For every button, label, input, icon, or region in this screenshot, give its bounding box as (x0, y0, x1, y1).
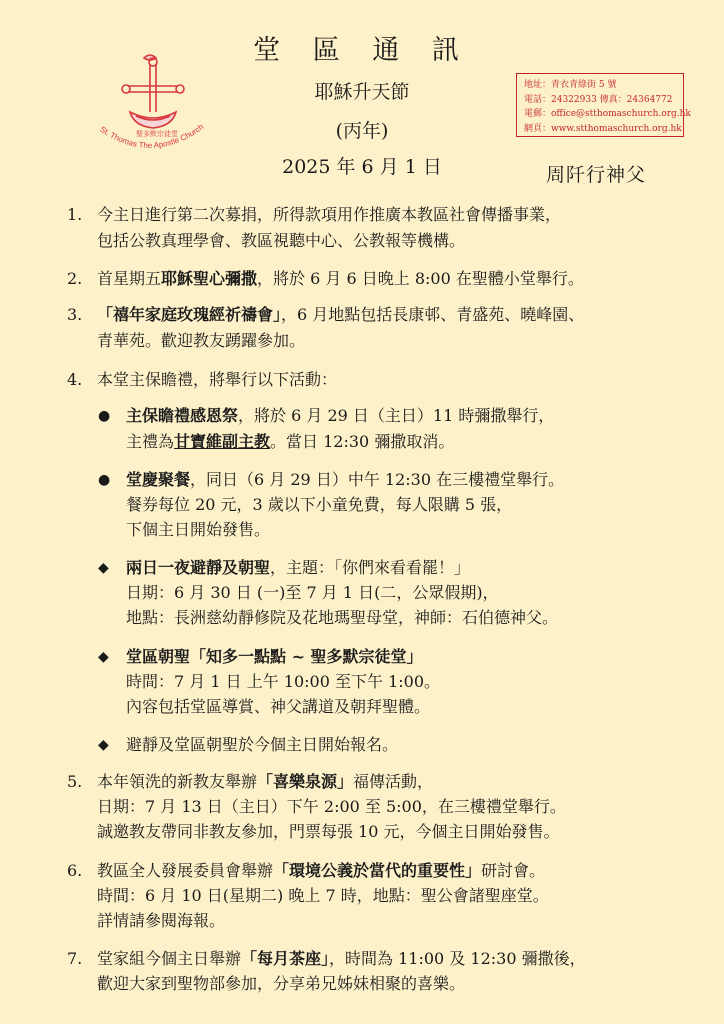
page-title: 堂 區 通 訊 (253, 35, 471, 66)
sub-item-b-line-3: 下個主日開始發售。 (126, 520, 271, 539)
sub-item-d-line-1: 堂區朝聖「知多一點點 ~ 聖多默宗徒堂」 (126, 647, 423, 666)
item-7-line-2: 歡迎大家到聖物部參加，分享弟兄姊妹相聚的喜樂。 (97, 974, 466, 993)
item-5-line-1: 本年領洗的新教友舉辦「喜樂泉源」福傳活動， (97, 772, 434, 791)
item-6-line-2: 時間：6 月 10 日(星期二) 晚上 7 時，地點：聖公會諸聖座堂。 (97, 886, 549, 905)
item-2-line-1: 首星期五耶穌聖心彌撒，將於 6 月 6 日晚上 8:00 在聖體小堂舉行。 (97, 269, 584, 288)
svg-text:聖多默宗徒堂: 聖多默宗徒堂 (136, 130, 178, 138)
contact-website[interactable]: 網頁：www.stthomaschurch.org.hk (524, 123, 682, 134)
church-logo-icon (86, 50, 214, 162)
sub-item-b-line-2: 餐券每位 20 元，3 歲以下小童免費，每人限購 5 張， (126, 495, 513, 514)
contact-email[interactable]: 電郵：office@stthomaschurch.org.hk (524, 109, 691, 119)
feast-name: 耶穌升天節 (314, 81, 410, 103)
sub-item-c-line-2: 日期：6 月 30 日 (一)至 7 月 1 日(二，公眾假期)， (126, 583, 499, 602)
sub-item-c-line-1: 兩日一夜避靜及朝聖，主題：「你們來看看罷！」 (126, 558, 471, 577)
item-4-line-1: 本堂主保瞻禮，將舉行以下活動： (97, 370, 338, 389)
sub-item-d-line-2: 時間：7 月 1 日 上午 10:00 至下午 1:00。 (126, 672, 441, 691)
item-6-line-3: 詳情請參閱海報。 (97, 911, 226, 930)
item-7-line-1: 堂家組今個主日舉辦「每月茶座」，時間為 11:00 及 12:30 彌撒後， (97, 949, 586, 968)
item-1-line-1: 今主日進行第二次募捐，所得款項用作推廣本教區社會傳播事業， (97, 205, 562, 224)
bullet-icon: ● (98, 472, 111, 488)
diamond-icon: ◆ (98, 737, 109, 753)
sub-item-e-line-1: 避靜及堂區朝聖於今個主日開始報名。 (126, 735, 399, 754)
item-number: 1. (67, 205, 83, 224)
diamond-icon: ◆ (98, 649, 109, 665)
bulletin-date: 2025 年 6 月 1 日 (282, 156, 442, 178)
sub-item-a-line-1: 主保瞻禮感恩祭，將於 6 月 29 日（主日）11 時彌撒舉行， (126, 406, 555, 425)
item-5-line-3: 誠邀教友帶同非教友參加，門票每張 10 元，今個主日開始發售。 (97, 822, 560, 841)
pastor-name: 周阡行神父 (546, 164, 647, 186)
sub-item-d-line-3: 內容包括堂區導賞、神父講道及朝拜聖體。 (126, 697, 431, 716)
contact-box (516, 73, 691, 137)
bullet-icon: ● (98, 408, 111, 424)
diamond-icon: ◆ (98, 560, 109, 576)
item-number: 7. (67, 949, 83, 968)
contact-phone: 電話：24322933 傳真：24364772 (524, 94, 673, 105)
item-3-line-1: 「禧年家庭玫瑰經祈禱會」，6 月地點包括長康邨、青盛苑、曉峰園、 (97, 305, 585, 324)
item-number: 2. (67, 269, 83, 288)
item-number: 4. (67, 370, 83, 389)
item-number: 5. (67, 772, 83, 791)
sub-item-b-line-1: 堂慶聚餐，同日（6 月 29 日）中午 12:30 在三樓禮堂舉行。 (126, 470, 565, 489)
item-1-line-2: 包括公教真理學會、教區視聽中心、公教報等機構。 (97, 231, 466, 250)
item-5-line-2: 日期：7 月 13 日（主日）下午 2:00 至 5:00，在三樓禮堂舉行。 (97, 797, 566, 816)
sub-item-c-line-3: 地點：長洲慈幼靜修院及花地瑪聖母堂，神師：石伯德神父。 (126, 608, 559, 627)
item-number: 3. (67, 305, 83, 324)
item-6-line-1: 教區全人發展委員會舉辦「環境公義於當代的重要性」研討會。 (97, 861, 546, 880)
contact-address: 地址：青衣青綠街 5 號 (524, 80, 617, 90)
item-number: 6. (67, 861, 83, 880)
sub-item-a-line-2: 主禮為甘寶維副主教。當日 12:30 彌撒取消。 (126, 432, 455, 451)
year-cycle: (丙年) (335, 120, 389, 142)
svg-text:St. Thomas The Apostle Church: St. Thomas The Apostle Church (98, 122, 206, 151)
item-3-line-2: 青華苑。歡迎教友踴躍參加。 (97, 331, 306, 350)
